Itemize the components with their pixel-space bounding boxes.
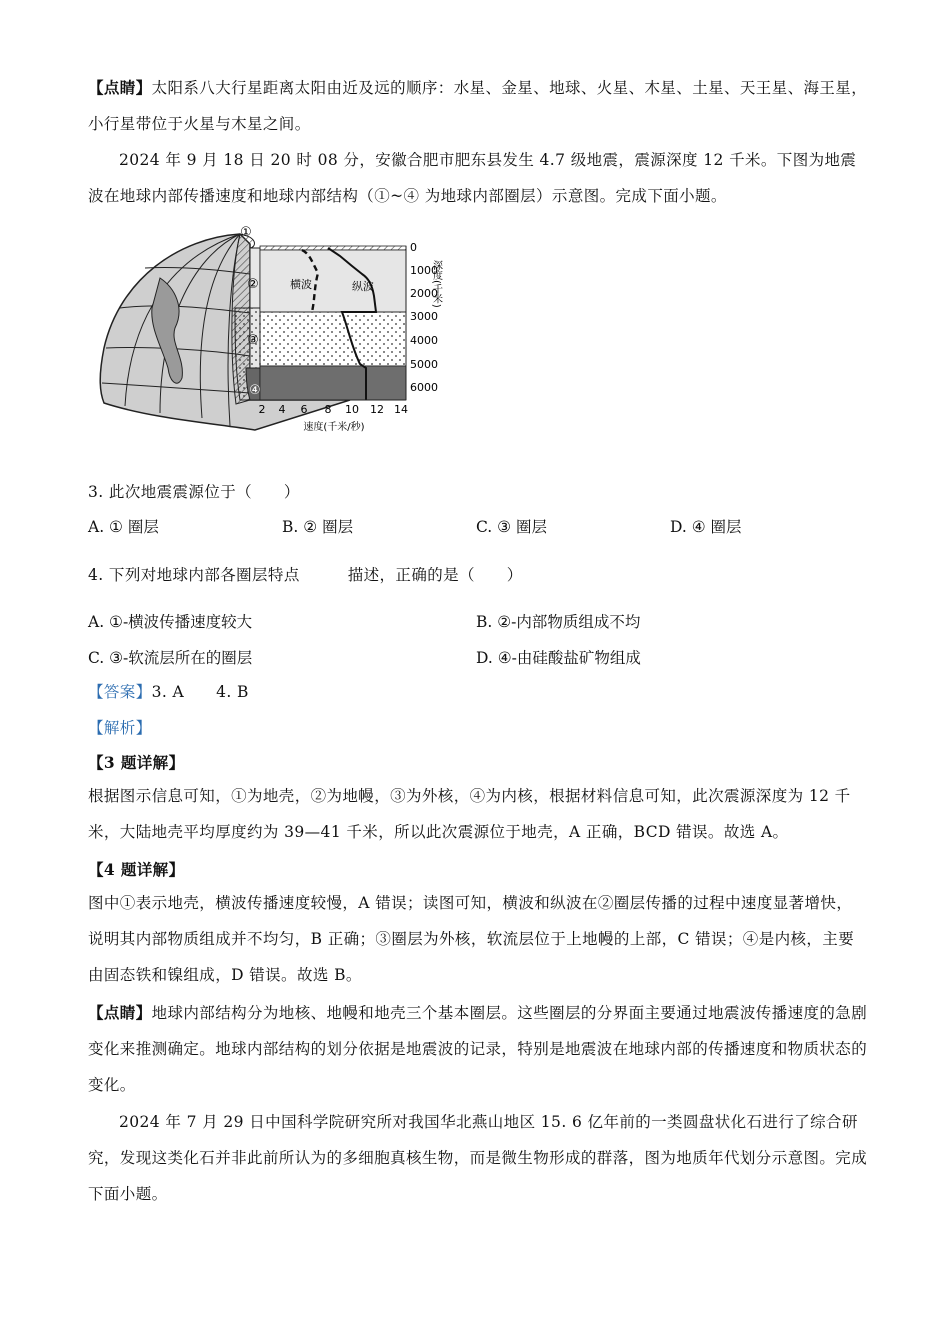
intro-note [88,70,868,142]
depth-tick-2000: 2000 [410,287,438,300]
q4-option-d: D. ④-由硅酸盐矿物组成 [476,649,641,667]
speed-tick-10: 10 [345,403,359,416]
speed-tick-6: 6 [300,403,308,416]
detail-3-text: 根据图示信息可知，①为地壳，②为地幔，③为外核，④为内核，根据材料信息可知，此次震源深度为 12 千米，大陆地壳平均厚度约为 39—41 千米，所以此次震源位于地壳，A 正确，BCD 错误。故选 A。 [88,787,851,841]
q4-option-a: A. ①-横波传播速度较大 [88,613,253,631]
answer-4: 4. B [216,683,249,701]
earth-interior-figure [90,218,440,444]
question-4-text-b: 描述，正确的是（ ） [347,566,523,584]
q3-option-b: B. ② 圈层 [282,518,354,536]
answer-line [88,680,249,702]
question-3-text: 此次地震震源位于（ ） [108,483,300,501]
layer-label-4: ④ [249,383,261,398]
q3-option-c: C. ③ 圈层 [476,518,547,536]
speed-tick-2: 2 [258,403,266,416]
analysis-tag: 【解析】 [88,719,152,737]
question-4-text-a: 下列对地球内部各圈层特点 [108,566,300,584]
panel-outer-core [260,312,406,366]
speed-tick-12: 12 [370,403,384,416]
material-1: 2024 年 9 月 18 日 20 时 08 分，安徽合肥市肥东县发生 4.7 级地震，震源深度 12 千米。下图为地震波在地球内部传播速度和地球内部结构（①~④ 为地球内部圈层）示意图。完成下面小题。 [88,151,857,205]
q3-option-d: D. ④ 圈层 [670,518,742,536]
q4-option-b: B. ②-内部物质组成不均 [476,613,641,631]
note-tag: 【点睛】 [88,78,152,97]
earth-interior-diagram [90,218,440,440]
panel-inner-core [260,366,406,400]
s-wave-label: 横波 [290,278,312,291]
material-2: 2024 年 7 月 29 日中国科学院研究所对我国华北燕山地区 15. 6 亿年前的一类圆盘状化石进行了综合研究，发现这类化石并非此前所认为的多细胞真核生物，而是微生物形成的群落，图为地质年代划分示意图。完成下面小题。 [88,1113,868,1203]
layer-label-3: ③ [247,333,259,348]
answer-3: 3. A [151,683,185,701]
note-2 [88,995,868,1103]
depth-tick-1000: 1000 [410,264,438,277]
speed-axis-title: 速度(千米/秒) [303,422,365,433]
speed-tick-4: 4 [278,403,286,416]
speed-tick-8: 8 [324,403,332,416]
panel-crust [260,246,406,250]
detail-4-text: 图中①表示地壳，横波传播速度较慢，A 错误；读图可知，横波和纵波在②圈层传播的过程中速度显著增快，说明其内部物质组成并不均匀，B 正确；③圈层为外核，软流层位于上地幔的上部，C 错误；④是内核，主要由固态铁和镍组成，D 错误。故选 B。 [88,894,855,984]
question-4-stem [88,563,523,585]
depth-tick-4000: 4000 [410,334,438,347]
depth-tick-6000: 6000 [410,381,438,394]
detail-3-title: 【3 题详解】 [88,753,185,772]
detail-4-title: 【4 题详解】 [88,860,185,879]
depth-tick-5000: 5000 [410,358,438,371]
p-wave-label: 纵波 [352,280,374,293]
depth-tick-0: 0 [410,241,417,254]
q3-option-a: A. ① 圈层 [88,518,159,536]
question-4-number: 4. [88,566,104,584]
layer-label-1: ① [240,225,252,240]
panel-mantle [260,250,406,312]
depth-tick-3000: 3000 [410,310,438,323]
speed-tick-14: 14 [394,403,408,416]
note-text: 太阳系八大行星距离太阳由近及远的顺序：水星、金星、地球、火星、木星、土星、天王星、海王星，小行星带位于火星与木星之间。 [88,79,868,133]
question-3-stem [88,480,300,502]
answer-tag: 【答案】 [88,683,152,701]
depth-axis-title: 深度(千米) [430,260,442,308]
q4-option-c: C. ③-软流层所在的圈层 [88,649,253,667]
note-2-text: 地球内部结构分为地核、地幔和地壳三个基本圈层。这些圈层的分界面主要通过地震波传播速度的急剧变化来推测确定。地球内部结构的划分依据是地震波的记录，特别是地震波在地球内部的传播速度和物质状态的变化。 [88,1004,868,1094]
layer-label-2: ② [247,277,259,292]
question-3-number: 3. [88,483,104,501]
note-2-tag: 【点睛】 [88,1003,152,1022]
